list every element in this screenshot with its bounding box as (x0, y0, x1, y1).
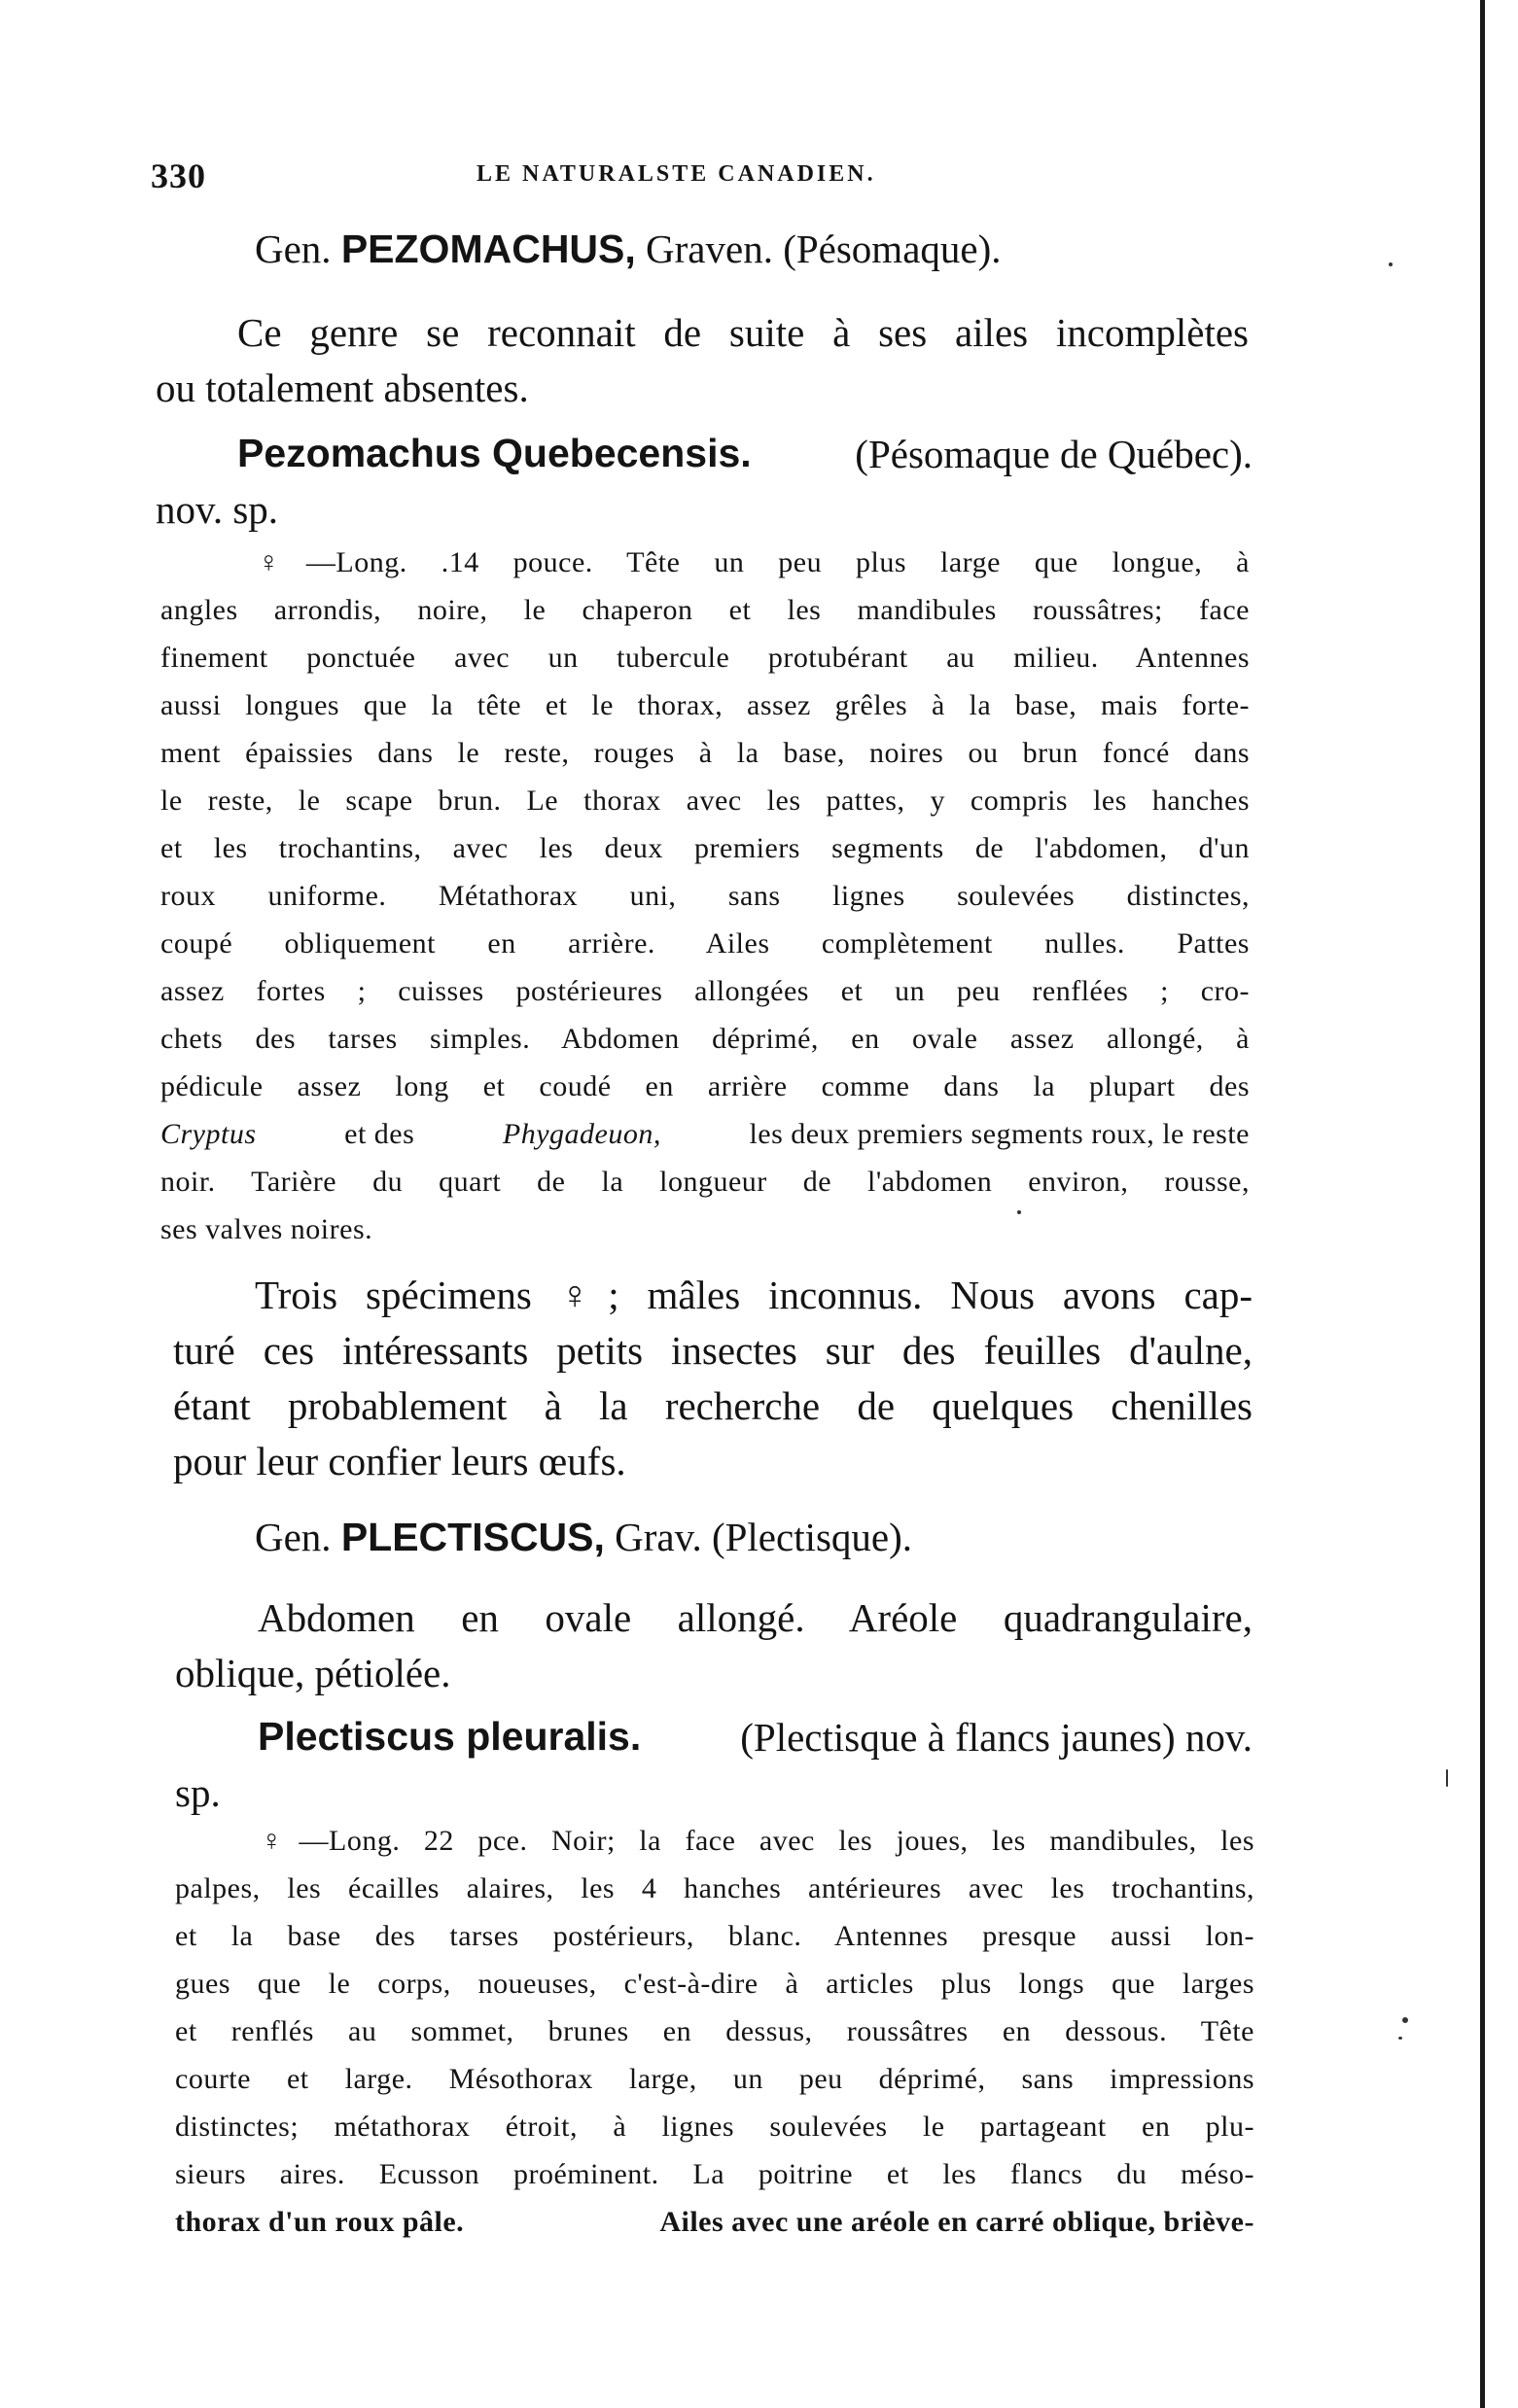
genus-heading (255, 1514, 912, 1560)
species-heading (237, 431, 1253, 477)
species-common-name: (Pésomaque de Québec). (855, 432, 1253, 476)
remark-line: étant probablement à la recherche de quelques chenilles (173, 1383, 1253, 1428)
description-line: le reste, le scape brun. Le thorax avec les pattes, y compris les hanches (160, 785, 1250, 817)
page-edge-rule (1480, 0, 1485, 2408)
species-sp: sp. (175, 1770, 221, 1815)
description-line: ♀—Long. .14 pouce. Tête un peu plus large que longue, à (258, 546, 1250, 578)
remark-line: turé ces intéressants petits insectes sur des feuilles d'aulne, (173, 1328, 1253, 1373)
description-line: pédicule assez long et coudé en arrière comme dans la plupart des (160, 1070, 1250, 1102)
genus-name: PEZOMACHUS, (340, 227, 636, 271)
taxon-cryptus: Cryptus (160, 1118, 257, 1150)
species-nov: nov. sp. (156, 487, 279, 532)
description-line: gues que le corps, noueuses, c'est-à-dire à articles plus longs que larges (175, 1968, 1254, 2000)
description-line: et les trochantins, avec les deux premiers segments de l'abdomen, d'un (160, 832, 1250, 864)
description-line: ment épaissies dans le reste, rouges à la base, noires ou brun foncé dans (160, 737, 1250, 769)
running-head: LE NATURALSTE CANADIEN. (477, 161, 876, 187)
description-line: et la base des tarses postérieurs, blanc. Antennes presque aussi lon- (175, 1920, 1254, 1952)
description-line: distinctes; métathorax étroit, à lignes soulevées le partageant en plu- (175, 2111, 1254, 2143)
genus-prefix: Gen. (255, 227, 332, 271)
description-connector: et des (344, 1118, 415, 1150)
description-line: finement ponctuée avec un tubercule protubérant au milieu. Antennes (160, 642, 1250, 674)
intro-line: ou totalement absentes. (156, 366, 529, 410)
taxon-phygadeuon: Phygadeuon, (502, 1118, 661, 1150)
page-number: 330 (151, 157, 206, 195)
species-common-name: (Plectisque à flancs jaunes) nov. (740, 1715, 1253, 1760)
species-name: Plectiscus pleuralis. (258, 1714, 642, 1759)
description-last-line (175, 2206, 1254, 2239)
intro-line: Ce genre se reconnait de suite à ses ailes incomplètes (237, 310, 1249, 355)
description-line: coupé obliquement en arrière. Ailes complètement nulles. Pattes (160, 927, 1250, 960)
description-line: angles arrondis, noire, le chaperon et les mandibules roussâtres; face (160, 594, 1250, 626)
description-fragment: thorax d'un roux pâle. (175, 2206, 465, 2238)
ink-speck (1017, 1210, 1021, 1214)
description-line: chets des tarses simples. Abdomen déprimé, en ovale assez allongé, à (160, 1023, 1250, 1055)
description-fragment-bold: Ailes avec une aréole en carré oblique, briève- (659, 2206, 1254, 2238)
description-line: et renflés au sommet, brunes en dessus, roussâtres en dessous. Tête (175, 2015, 1254, 2047)
remark-line: Trois spécimens ♀; mâles inconnus. Nous avons cap- (255, 1273, 1253, 1317)
genus-author: Graven. (Pésomaque). (646, 227, 1002, 271)
description-line-taxa (160, 1118, 1250, 1151)
description-line: ses valves noires. (160, 1213, 373, 1245)
remark-line: pour leur confier leurs œufs. (173, 1439, 626, 1483)
description-line: palpes, les écailles alaires, les 4 hanches antérieures avec les trochantins, (175, 1872, 1254, 1904)
intro-line: oblique, pétiolée. (175, 1651, 451, 1695)
description-line: aussi longues que la tête et le thorax, assez grêles à la base, mais forte- (160, 689, 1250, 721)
page-header (151, 156, 1269, 194)
description-line: sieurs aires. Ecusson proéminent. La poitrine et les flancs du méso- (175, 2158, 1254, 2190)
ink-speck (1398, 2037, 1402, 2040)
ink-speck (1402, 2017, 1408, 2023)
intro-line: Abdomen en ovale allongé. Aréole quadrangulaire, (258, 1595, 1253, 1640)
description-line: courte et large. Mésothorax large, un peu déprimé, sans impressions (175, 2063, 1254, 2095)
species-heading (258, 1714, 1253, 1761)
genus-name: PLECTISCUS, (340, 1515, 605, 1559)
genus-prefix: Gen. (255, 1515, 332, 1559)
genus-author: Grav. (Plectisque). (615, 1515, 913, 1559)
description-line: noir. Tarière du quart de la longueur de l'abdomen environ, rousse, (160, 1166, 1250, 1198)
description-line: roux uniforme. Métathorax uni, sans lignes soulevées distinctes, (160, 880, 1250, 912)
ink-speck (1389, 262, 1393, 266)
species-name: Pezomachus Quebecensis. (237, 431, 752, 475)
description-line: ♀—Long. 22 pce. Noir; la face avec les joues, les mandibules, les (261, 1825, 1254, 1857)
description-line: assez fortes ; cuisses postérieures allongées et un peu renflées ; cro- (160, 975, 1250, 1007)
ink-speck (1446, 1769, 1448, 1787)
genus-heading (255, 226, 1002, 272)
description-fragment: les deux premiers segments roux, le reste (749, 1118, 1250, 1150)
